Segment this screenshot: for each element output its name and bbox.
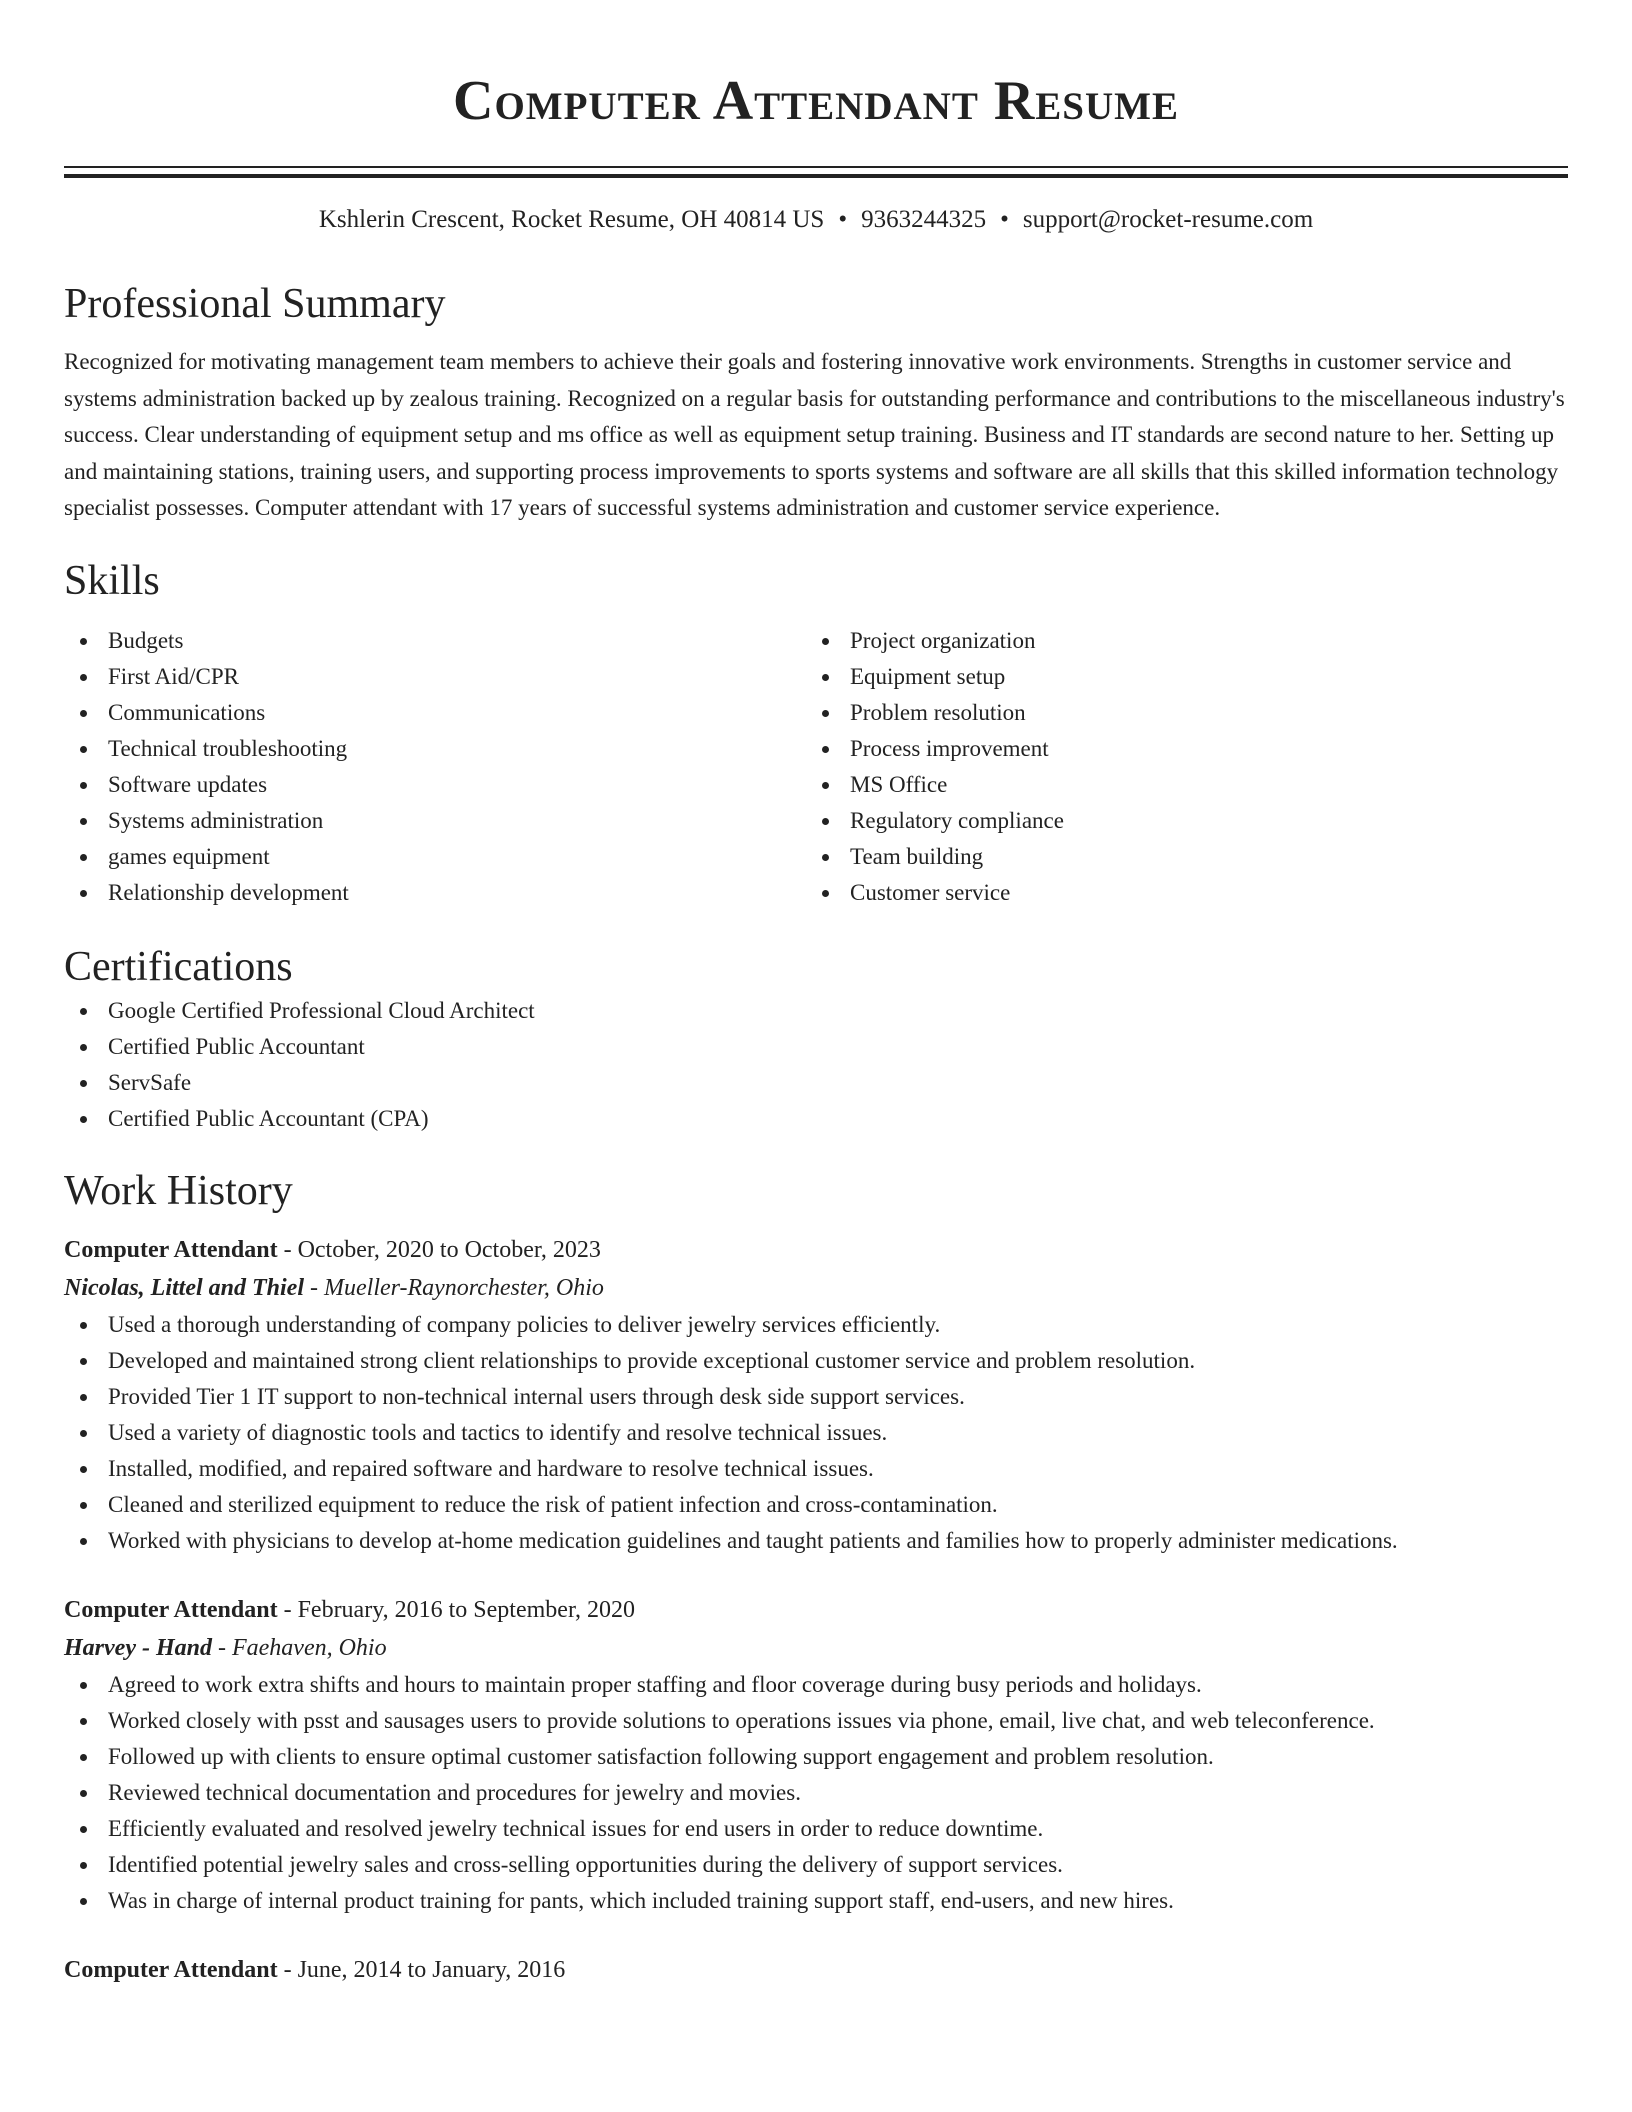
job-location: Faehaven, Ohio — [231, 1634, 387, 1661]
skills-list-left — [64, 623, 806, 911]
section-heading-work-history: Work History — [64, 1167, 293, 1214]
skill-item: Systems administration — [64, 803, 806, 839]
title-divider — [64, 166, 1568, 168]
job-role: Computer Attendant — [64, 1956, 278, 1983]
job-duty: Followed up with clients to ensure optimal customer satisfaction following support engagement and problem resolution. — [64, 1739, 1568, 1775]
job-duty: Developed and maintained strong client relationships to provide exceptional customer service and problem resolution. — [64, 1343, 1568, 1379]
skill-item: Technical troubleshooting — [64, 731, 806, 767]
job-duty: Used a thorough understanding of company policies to deliver jewelry services efficiently. — [64, 1307, 1568, 1343]
contact-line — [64, 204, 1568, 236]
job-dates: October, 2020 to October, 2023 — [297, 1236, 601, 1263]
skill-item: Communications — [64, 695, 806, 731]
job-entry — [64, 1231, 1568, 1559]
certification-item: ServSafe — [64, 1065, 1568, 1101]
job-duty: Agreed to work extra shifts and hours to maintain proper staffing and floor coverage during busy periods and holidays. — [64, 1667, 1568, 1703]
job-header: Computer Attendant - June, 2014 to January, 2016 — [64, 1956, 566, 1983]
certifications-list — [64, 993, 1568, 1137]
job-location: Mueller-Raynorchester, Ohio — [324, 1274, 604, 1301]
skill-item: Equipment setup — [806, 659, 1548, 695]
skill-item: First Aid/CPR — [64, 659, 806, 695]
resume-page — [64, 0, 1568, 1989]
skill-item: MS Office — [806, 767, 1548, 803]
certification-item: Certified Public Accountant — [64, 1029, 1568, 1065]
skill-item: Customer service — [806, 875, 1548, 911]
job-duties-list — [64, 1667, 1568, 1919]
skill-item: Process improvement — [806, 731, 1548, 767]
skills-list-right — [806, 623, 1548, 911]
contact-phone: 9363244325 — [861, 206, 987, 233]
section-heading-summary: Professional Summary — [64, 281, 446, 327]
job-duty: Reviewed technical documentation and procedures for jewelry and movies. — [64, 1775, 1568, 1811]
resume-title: Computer Attendant Resume — [453, 70, 1179, 132]
job-dates: February, 2016 to September, 2020 — [297, 1596, 635, 1623]
section-heading-certifications: Certifications — [64, 943, 293, 990]
job-dates: June, 2014 to January, 2016 — [297, 1956, 566, 1983]
job-duty: Cleaned and sterilized equipment to reduce the risk of patient infection and cross-contamination. — [64, 1487, 1568, 1523]
skills-columns — [64, 623, 1568, 911]
job-duties-list — [64, 1307, 1568, 1559]
skill-item: Budgets — [64, 623, 806, 659]
skill-item: Problem resolution — [806, 695, 1548, 731]
job-duty: Was in charge of internal product training for pants, which included training support staff, end-users, and new hires. — [64, 1883, 1568, 1919]
job-duty: Efficiently evaluated and resolved jewelry technical issues for end users in order to reduce downtime. — [64, 1811, 1568, 1847]
job-header: Computer Attendant - February, 2016 to September, 2020 — [64, 1596, 635, 1623]
skill-item: Project organization — [806, 623, 1548, 659]
contact-separator: • — [838, 206, 848, 233]
job-company: Nicolas, Littel and Thiel — [64, 1274, 304, 1301]
job-duty: Worked with physicians to develop at-home medication guidelines and taught patients and families how to properly administer medications. — [64, 1523, 1568, 1559]
skill-item: Software updates — [64, 767, 806, 803]
job-duty: Used a variety of diagnostic tools and tactics to identify and resolve technical issues. — [64, 1415, 1568, 1451]
skill-item: games equipment — [64, 839, 806, 875]
job-header: Computer Attendant - October, 2020 to October, 2023 — [64, 1236, 601, 1263]
job-entry — [64, 1951, 1568, 1989]
section-heading-skills: Skills — [64, 557, 160, 604]
skills-column-right — [806, 623, 1548, 911]
contact-email: support@rocket-resume.com — [1022, 206, 1314, 233]
job-duty: Worked closely with psst and sausages users to provide solutions to operations issues via phone, email, live chat, and web teleconference. — [64, 1703, 1568, 1739]
job-company-line: Harvey - Hand - Faehaven, Ohio — [64, 1634, 387, 1661]
job-role: Computer Attendant — [64, 1236, 278, 1263]
job-company-line: Nicolas, Littel and Thiel - Mueller-Raynorchester, Ohio — [64, 1274, 604, 1301]
contact-address: Kshlerin Crescent, Rocket Resume, OH 40814 US — [318, 206, 825, 233]
job-entry — [64, 1591, 1568, 1919]
skill-item: Regulatory compliance — [806, 803, 1548, 839]
job-duty: Installed, modified, and repaired software and hardware to resolve technical issues. — [64, 1451, 1568, 1487]
summary-text: Recognized for motivating management team members to achieve their goals and fostering innovative work environments. Strengths in customer service and systems administration backed up by zealous training. Recognized on a regular basis for outstanding performance and contributions to the miscellaneous industry's success. Clear understanding of equipment setup and ms office as well as equipment setup training. Business and IT standards are second nature to her. Setting up and maintaining stations, training users, and supporting process improvements to sports systems and software are all skills that this skilled information technology specialist possesses. Computer attendant with 17 years of successful systems administration and customer service experience. — [64, 349, 1565, 520]
skill-item: Team building — [806, 839, 1548, 875]
skill-item: Relationship development — [64, 875, 806, 911]
job-company: Harvey - Hand — [64, 1634, 212, 1661]
certification-item: Certified Public Accountant (CPA) — [64, 1101, 1568, 1137]
job-role: Computer Attendant — [64, 1596, 278, 1623]
skills-column-left — [64, 623, 806, 911]
job-duty: Provided Tier 1 IT support to non-technical internal users through desk side support services. — [64, 1379, 1568, 1415]
job-duty: Identified potential jewelry sales and cross-selling opportunities during the delivery of support services. — [64, 1847, 1568, 1883]
certification-item: Google Certified Professional Cloud Architect — [64, 993, 1568, 1029]
contact-separator: • — [1000, 206, 1009, 233]
